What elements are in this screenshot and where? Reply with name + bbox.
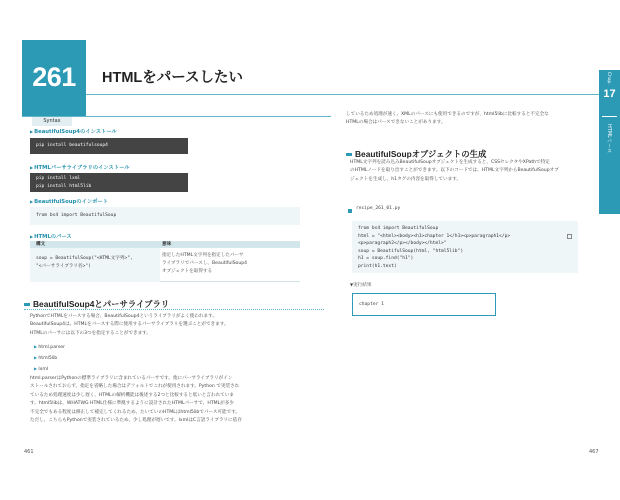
list-item: ▶ html.parser xyxy=(34,344,66,350)
page-number-right: 467 xyxy=(589,449,599,455)
list-item: ▶ lxml xyxy=(34,365,49,372)
paragraph-object: HTML文字列を読み込みBeautifulSoupオブジェクトを生成すると、CSSセレクタやXPathで特定 のHTMLノードを取り出すことができます。以下のコードでは、HTML文字列からBeautifulSoupオブ ジェクトを生成し、h1タグの内容を取得しています。 xyxy=(350,160,559,182)
section-heading-install: ▶BeautifulSoup4のインストール xyxy=(30,129,117,135)
code-block-install: pip install beautifulsoup4 xyxy=(30,138,188,154)
paragraph-continued: しているため処理が速く、XMLのパースにも使用できるのですが、html5libに比較すると不完全な HTMLの場合はパースできないことがあります。 xyxy=(346,112,549,126)
paragraph-intro: PythonでHTMLをパースする場合、BeautifulSoup4というライブラリがよく使われます。 BeautifulSoup4は、HTMLをパースする際に使用するパーサライブラリを選ぶことができます。 HTMLのパーサには以下の3つを指定することができます。 xyxy=(30,314,229,336)
table-header-syntax: 構文 xyxy=(30,241,160,248)
syntax-tab: Syntax xyxy=(32,116,72,126)
code-block-parser-install: pip install lxml pip install html5lib xyxy=(30,173,188,192)
header-rule xyxy=(86,94,599,95)
bullet-triangle-icon: ▶ xyxy=(30,234,34,239)
table-cell-meaning: 指定したHTML文字列を指定したパーサ ライブラリでパースし、BeautifulSoup4 オブジェクトを取得する xyxy=(160,248,300,282)
section-heading-parse: ▶HTMLのパース xyxy=(30,234,72,240)
paragraph-parsers: html.parserはPythonの標準ライブラリに含まれているパーサです。他にパーサライブラリがイン ストールされておらず、指定を省略した場合はデフォルトでこれが使用されます。Python で実装され ているため処理速度は少し遅く、HTMLの解析機能は後述する2つと比較すると低いと言われていま す。html5libは、WHATWG HTML仕様に準拠するように設計されたHTMLパーサで、HTMLが多少 不完全でもある程度は修正して補完してくれるため、たいていのHTMLはhtml5libでパース可能です。 ただし、こちらもPythonで実装されているため、少し処理が遅いです。lxmlはC言語ライブラリに依存 xyxy=(30,376,242,424)
file-icon xyxy=(348,209,352,213)
side-section-label: HTMLパース xyxy=(606,124,612,153)
page-title: HTMLをパースしたい xyxy=(102,70,244,86)
bullet-triangle-icon: ▶ xyxy=(30,199,34,204)
heading-marker-icon xyxy=(24,303,30,306)
section-heading-parser-install: ▶HTMLパーサライブラリのインストール xyxy=(30,165,130,171)
heading-underline xyxy=(24,309,324,310)
code-block-import: from bs4 import BeautifulSoup xyxy=(30,207,300,225)
table-header-meaning: 意味 xyxy=(160,241,300,248)
heading-marker-icon xyxy=(346,153,352,156)
recipe-number: 261 xyxy=(32,62,76,92)
bullet-triangle-icon: ▶ xyxy=(30,129,34,134)
section-heading-import: ▶BeautifulSoupのインポート xyxy=(30,199,109,205)
parser-list xyxy=(34,342,65,374)
code-filename: recipe_261_01.py xyxy=(356,206,401,211)
result-label: ▼実行結果 xyxy=(350,282,372,288)
table-cell-syntax: soup = BeautifulSoup("<HTML文字列>", "<パーサライブラリ名>") xyxy=(30,248,160,282)
section-heading-object: BeautifulSoupオブジェクトの生成 xyxy=(355,149,487,159)
code-block-main: from bs4 import BeautifulSoup html = "<html><body><h1>chapter 1</h1><p>paragraph1</p> <p>paragraph2</p></body></html>" soup = BeautifulSoup(html, "html5lib") h1 = soup.find("h1") print(h1.text) xyxy=(352,221,578,273)
side-chapter-label: Chap. xyxy=(606,72,611,85)
section-heading-parsers: BeautifulSoup4とパーサライブラリ xyxy=(33,299,170,309)
page-number-left: 461 xyxy=(24,449,34,455)
copy-icon[interactable] xyxy=(567,234,572,239)
result-output: chapter 1 xyxy=(359,302,384,307)
list-item: ▶ html5lib xyxy=(34,354,58,361)
result-box xyxy=(352,293,496,316)
side-tab-divider xyxy=(602,116,617,117)
bullet-triangle-icon: ▶ xyxy=(30,165,34,170)
side-chapter-number: 17 xyxy=(603,88,616,100)
